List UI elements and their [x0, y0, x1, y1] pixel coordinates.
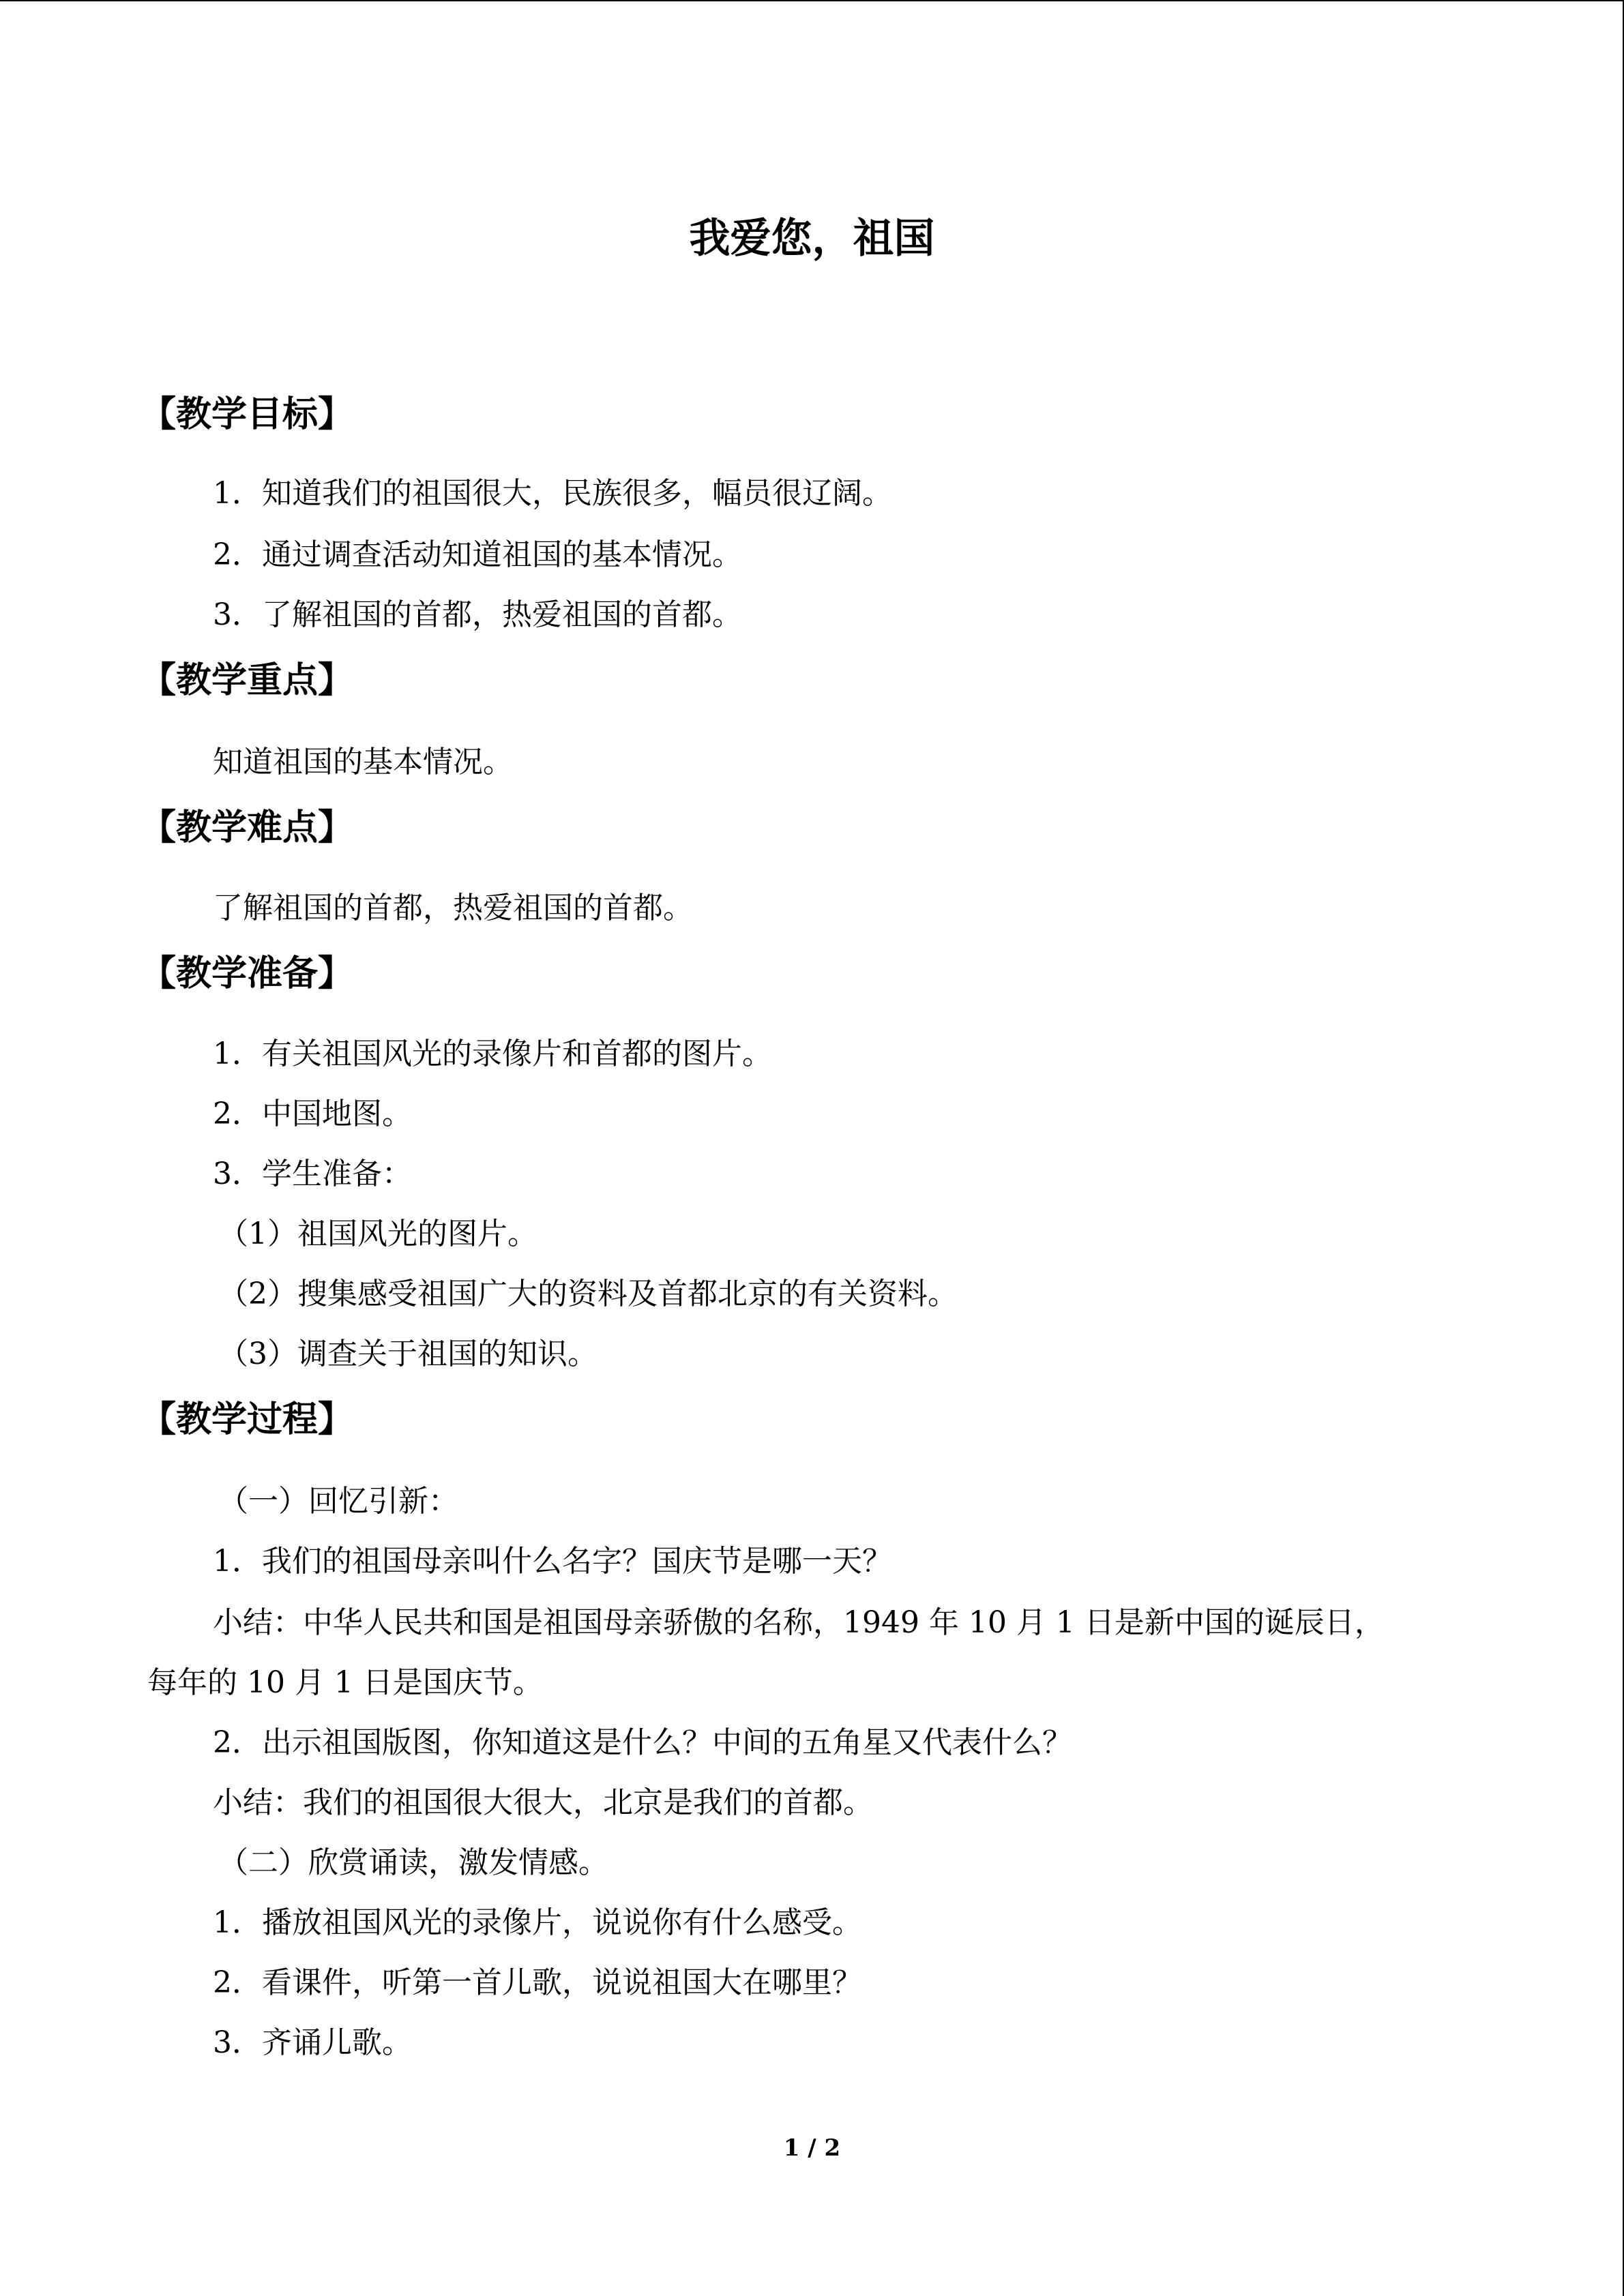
prep-item-2: 2．中国地图。 [213, 1097, 412, 1131]
prep-item-3: 3．学生准备： [213, 1157, 412, 1191]
process-line-1: （一）回忆引新： [218, 1484, 458, 1519]
prep-subitem-2: （2）搜集感受祖国广大的资料及首都北京的有关资料。 [218, 1277, 958, 1311]
goal-item-1: 1．知道我们的祖国很大，民族很多，幅员很辽阔。 [213, 476, 892, 511]
page-number: 1 / 2 [783, 2134, 841, 2162]
process-line-4: 每年的 10 月 1 日是国庆节。 [147, 1665, 543, 1700]
document-title: 我爱您，祖国 [689, 215, 935, 263]
key-points-text: 知道祖国的基本情况。 [213, 745, 513, 779]
heading-preparation: 【教学准备】 [141, 953, 354, 994]
prep-subitem-3: （3）调查关于祖国的知识。 [218, 1337, 597, 1371]
heading-teaching-goals: 【教学目标】 [141, 393, 354, 435]
process-line-6: 小结：我们的祖国很大很大，北京是我们的首都。 [213, 1785, 873, 1820]
goal-item-2: 2．通过调查活动知道祖国的基本情况。 [213, 537, 742, 572]
heading-difficulties: 【教学难点】 [141, 807, 354, 848]
heading-key-points: 【教学重点】 [141, 659, 354, 701]
process-line-10: 3．齐诵儿歌。 [213, 2025, 412, 2060]
difficulties-text: 了解祖国的首都，热爱祖国的首都。 [213, 891, 693, 925]
prep-item-1: 1．有关祖国风光的录像片和首都的图片。 [213, 1037, 772, 1071]
process-line-3: 小结：中华人民共和国是祖国母亲骄傲的名称，1949 年 10 月 1 日是新中国的诞辰日， [213, 1605, 1385, 1640]
prep-subitem-1: （1）祖国风光的图片。 [218, 1217, 537, 1251]
process-line-9: 2．看课件，听第一首儿歌，说说祖国大在哪里？ [213, 1965, 862, 2000]
heading-process: 【教学过程】 [141, 1399, 354, 1440]
process-line-7: （二）欣赏诵读，激发情感。 [218, 1845, 608, 1880]
process-line-8: 1．播放祖国风光的录像片，说说你有什么感受。 [213, 1905, 862, 1940]
goal-item-3: 3．了解祖国的首都，热爱祖国的首都。 [213, 597, 742, 632]
process-line-2: 1．我们的祖国母亲叫什么名字？国庆节是哪一天？ [213, 1544, 892, 1579]
process-line-5: 2．出示祖国版图，你知道这是什么？中间的五角星又代表什么？ [213, 1725, 1072, 1760]
